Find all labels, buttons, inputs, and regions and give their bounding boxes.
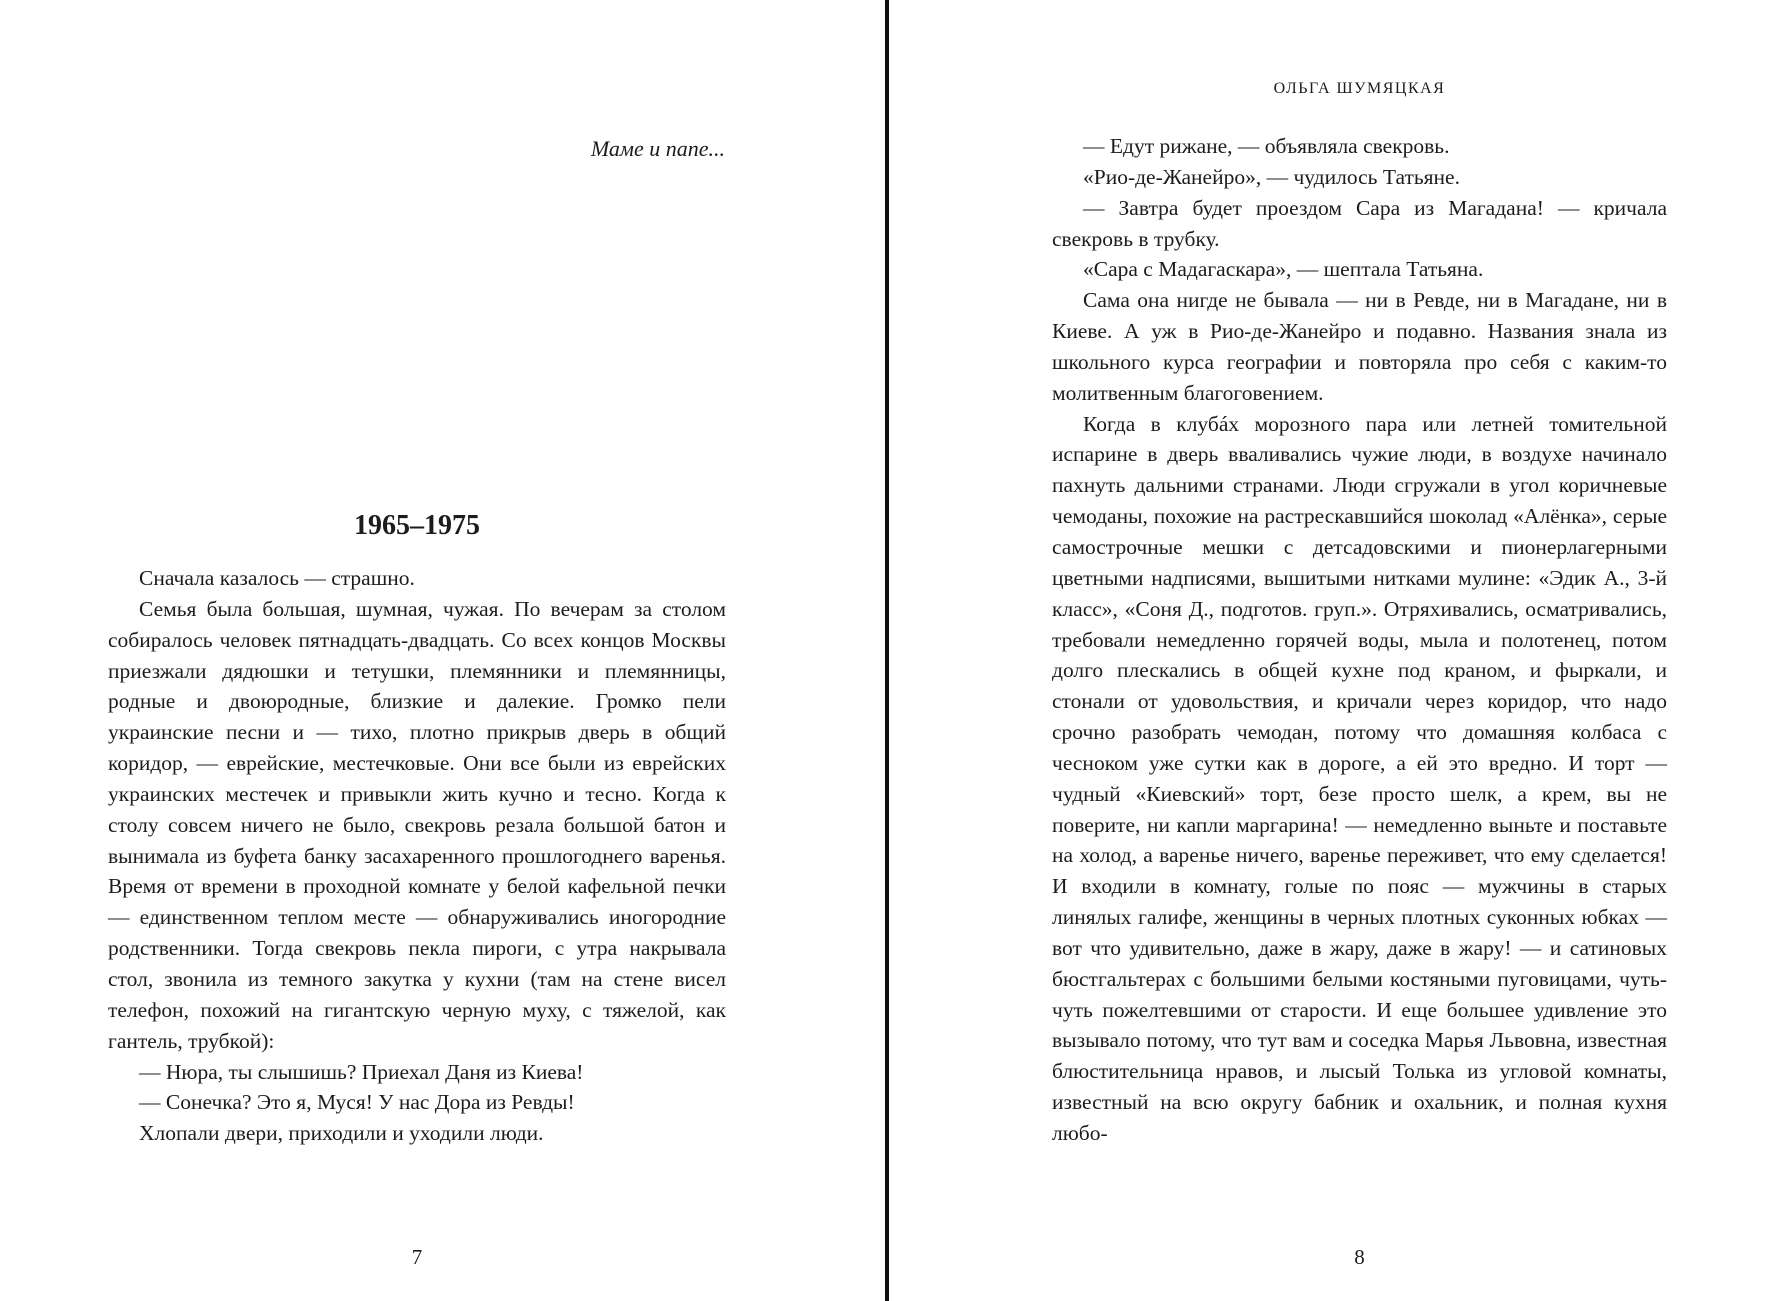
page-number: 7 bbox=[411, 1245, 423, 1269]
running-head: ОЛЬГА ШУМЯЦКАЯ bbox=[1273, 80, 1446, 97]
paragraph: Сначала казалось — страшно. bbox=[139, 566, 415, 590]
paragraph: Семья была большая, шумная, чужая. По вечерам за столом собиралось человек пятнадцать-двадцать. Со всех концов Москвы приезжали дядюшки и тетушки, племянники и племянницы, родные и двоюродные, близкие и далекие. Громко пели украинские песни и — тихо, плотно прикрыв дверь в общий коридор, — еврейские, местечковые. Они все были из еврейских украинских местечек и привыкли жить кучно и тесно. Когда к столу совсем ничего не было, свекровь резала большой батон и вынимала из буфета банку засахаренного прошлогоднего варенья. Время от времени в проходной комнате у белой кафельной печки — единственном теплом месте — обнаруживались иногородние родственники. Тогда свекровь пекла пироги, с утра накрывала стол, звонила из темного закутка у кухни (там на стене висел телефон, похожий на гигантскую черную муху, с тяжелой, как гантель, трубкой): bbox=[108, 596, 726, 1053]
paragraph: — Сонечка? Это я, Муся! У нас Дора из Ревды! bbox=[139, 1090, 575, 1115]
paragraph: Когда в клубáх морозного пара или летней томительной испарине в дверь вваливались чужие люди, в воздухе начинало пахнуть дальними странами. Люди сгружали в угол коричневые чемоданы, похожие на растрескавшийся шоколад «Алёнка», серые самострочные мешки с детсадовскими и пионерлагерными цветными надписями, вышитыми нитками мулине: «Эдик А., 3-й класс», «Соня Д., подготов. груп.». Отряхивались, осматривались, требовали немедленно горячей воды, мыла и полотенец, потом долго плескались в общей кухне под краном, и фыркали, и стонали от удовольствия, и кричали через коридор, что надо срочно разобрать чемодан, потому что домашняя колбаса с чесноком уже сутки как в дороге, а ей это вредно. И торт — чудный «Киевский» торт, безе просто шелк, а крем, вы не поверите, ни капли маргарина! — немедленно выньте и поставьте на холод, а варенье ничего, варенье переживет, что ему сделается! И входили в комнату, голые по пояс — мужчины в старых линялых галифе, женщины в черных плотных суконных юбках — вот что удивительно, даже в жару, даже в жару! — и сатиновых бюстгальтерах с большими белыми костяными пуговицами, чуть-чуть пожелтевшими от старости. И еще большее удивление это вызывало потому, что тут вам и соседка Марья Львовна, известная блюстительница нравов, и лысый Толька из угловой комнаты, известный на всю округу бабник и охальник, и полная кухня любо- bbox=[1052, 411, 1667, 1145]
right-page-body bbox=[1052, 131, 1667, 1149]
paragraph: «Сара с Мадагаскара», — шептала Татьяна. bbox=[1083, 257, 1484, 282]
paragraph: — Нюра, ты слышишь? Приехал Даня из Киева! bbox=[139, 1059, 584, 1084]
paragraph: Хлопали двери, приходили и уходили люди. bbox=[139, 1121, 544, 1146]
left-page-body bbox=[108, 563, 726, 1149]
dedication: Маме и папе... bbox=[590, 136, 725, 161]
paragraph: «Рио-де-Жанейро», — чудилось Татьяне. bbox=[1083, 164, 1460, 189]
paragraph: Сама она нигде не бывала — ни в Ревде, ни в Магадане, ни в Киеве. А уж в Рио-де-Жанейро и подавно. Названия знала из школьного курса географии и повторяла про себя с каким-то молитвенным благоговением. bbox=[1052, 288, 1667, 405]
paragraph: — Завтра будет проездом Сара из Магадана! — кричала свекровь в трубку. bbox=[1052, 195, 1667, 251]
paragraph: — Едут рижане, — объявляла свекровь. bbox=[1083, 134, 1450, 158]
right-page bbox=[889, 0, 1768, 1301]
page-number: 8 bbox=[1354, 1245, 1365, 1269]
chapter-title: 1965–1975 bbox=[354, 510, 480, 541]
